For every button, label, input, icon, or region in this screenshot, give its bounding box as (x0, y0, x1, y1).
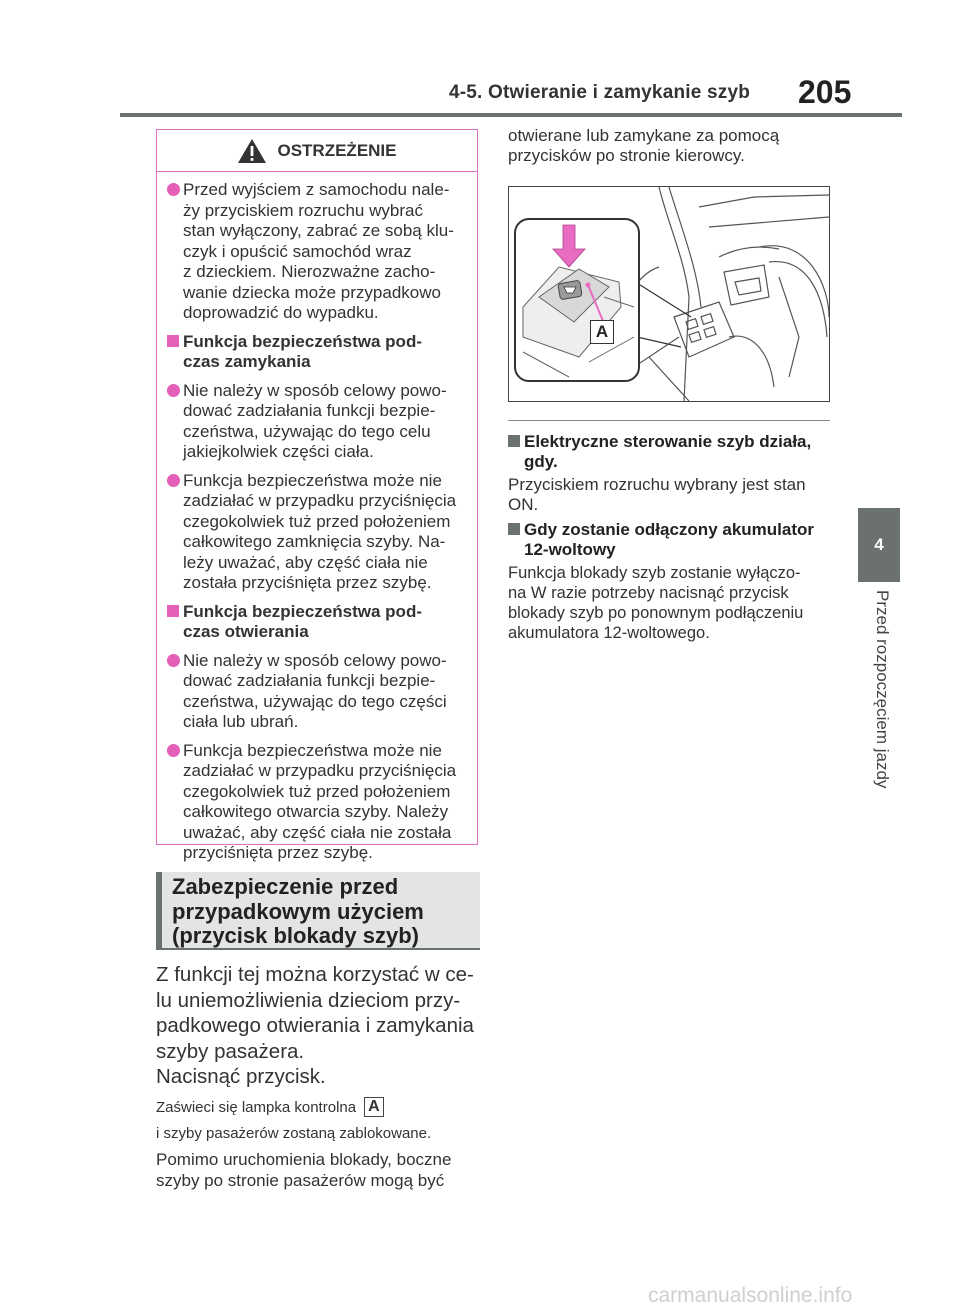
continuation-paragraph-right (508, 126, 779, 166)
note-text: Zaświeci się lampka kontrolna (156, 1099, 357, 1116)
warning-subheading (167, 602, 471, 643)
text-line: ON. (508, 495, 539, 514)
text-line: Z funkcji tej można korzystać w ce- (156, 963, 474, 986)
car-interior-drawing (509, 187, 829, 401)
text-line: czas zamykania (183, 352, 311, 371)
text-line: Przed wyjściem z samochodu nale- (183, 180, 450, 199)
text-line: ży przyciskiem rozruchu wybrać (183, 200, 423, 220)
text-line: doprowadzić do wypadku. (183, 303, 379, 322)
text-line: gdy. (524, 452, 558, 471)
text-line: czas otwierania (183, 622, 309, 641)
page-number: 205 (798, 74, 852, 110)
square-bullet-icon (508, 435, 520, 447)
section-heading-line: (przycisk blokady szyb) (172, 923, 419, 948)
section-title: 4-5. Otwieranie i zamykanie szyb (449, 82, 751, 103)
label-a: A (364, 1097, 384, 1117)
text-line: zadziałać w przypadku przyciśnięcia (183, 491, 457, 510)
text-line: czyk i opuścić samochód wraz (183, 241, 412, 261)
header-rule (120, 113, 902, 117)
text-line: padkowego otwierania i zamykania (156, 1014, 474, 1037)
text-line: czeństwa, używając do tego celu (183, 421, 431, 441)
chapter-tab: 4 (858, 508, 900, 582)
figure-divider (508, 420, 830, 421)
square-bullet-icon (167, 335, 179, 347)
text-line: akumulatora 12-woltowego. (508, 624, 710, 642)
text-line: przyciśnięta przez szybę. (183, 843, 373, 862)
section-heading-line: przypadkowym użyciem (172, 898, 424, 924)
text-line: szyby pasażera. (156, 1039, 305, 1063)
warning-title: OSTRZEŻENIE (277, 140, 397, 160)
text-line: na W razie potrzeby nacisnąć przycisk (508, 584, 789, 602)
text-line: lu uniemożliwienia dzieciom przy- (156, 988, 461, 1012)
section-heading-line: Zabezpieczenie przed (172, 874, 399, 899)
warning-item (167, 180, 471, 324)
subheading-power-windows (508, 432, 846, 472)
text-line: czegokolwiek tuż przed położeniem (183, 781, 451, 801)
warning-triangle-icon (237, 138, 267, 164)
note-line (156, 1097, 384, 1118)
square-bullet-icon (508, 523, 520, 535)
text-line: Przyciskiem rozruchu wybrany jest stan (508, 475, 806, 494)
battery-text (508, 563, 803, 643)
text-line: Gdy zostanie odłączony akumulator (524, 520, 815, 539)
continuation-paragraph (156, 1150, 486, 1191)
chapter-label: Przed rozpoczęciem jazdy (873, 590, 892, 789)
text-line: Funkcja bezpieczeństwa pod- (183, 601, 422, 621)
section-heading (156, 872, 480, 950)
warning-item (167, 381, 471, 463)
text-line: Funkcja bezpieczeństwa może nie (183, 740, 442, 760)
round-bullet-icon (167, 474, 180, 487)
round-bullet-icon (167, 183, 180, 196)
text-line: Nie należy w sposób celowy powo- (183, 650, 447, 670)
figure-label-a: A (590, 320, 614, 344)
text-line: stan wyłączony, zabrać ze sobą klu- (183, 221, 454, 240)
text-line: Funkcja blokady szyb zostanie wyłączo- (508, 564, 801, 582)
round-bullet-icon (167, 654, 180, 667)
note-line-2: i szyby pasażerów zostaną zablokowane. (156, 1125, 432, 1142)
warning-subheading (167, 332, 471, 373)
round-bullet-icon (167, 744, 180, 757)
warning-header (157, 130, 477, 172)
text-line: Nie należy w sposób celowy powo- (183, 380, 447, 400)
warning-item (167, 741, 471, 864)
text-line: Funkcja bezpieczeństwa pod- (183, 331, 422, 351)
warning-item (167, 471, 471, 594)
intro-paragraph (156, 962, 486, 1064)
text-line: zadziałać w przypadku przyciśnięcia (183, 761, 457, 780)
text-line: z dzieckiem. Nierozważne zacho- (183, 262, 436, 281)
text-line: leży uważać, aby część ciała nie (183, 552, 428, 572)
text-line: ciała lub ubrań. (183, 712, 299, 731)
warning-body (157, 172, 477, 864)
text-line: czeństwa, używając do tego części (183, 691, 447, 711)
text-line: otwierane lub zamykane za pomocą (508, 126, 780, 145)
step-text: Nacisnąć przycisk. (156, 1065, 326, 1088)
text-line: dować zadziałania funkcji bezpie- (183, 401, 436, 420)
text-line: Funkcja bezpieczeństwa może nie (183, 470, 442, 490)
text-line: czegokolwiek tuż przed położeniem (183, 511, 451, 531)
power-windows-text (508, 475, 806, 515)
text-line: przycisków po stronie kierowcy. (508, 146, 745, 165)
watermark: carmanualsonline.info (648, 1284, 853, 1307)
text-line: całkowitego otwarcia szyby. Należy (183, 802, 449, 821)
window-lock-illustration (508, 186, 830, 402)
text-line: blokady szyb po ponownym podłączeniu (508, 604, 804, 622)
text-line: uważać, aby część ciała nie została (183, 822, 452, 842)
text-line: została przyciśnięta przez szybę. (183, 573, 432, 592)
square-bullet-icon (167, 605, 179, 617)
text-line: całkowitego zamknięcia szyby. Na- (183, 532, 446, 551)
subheading-battery (508, 520, 846, 560)
warning-box (156, 129, 478, 862)
text-line: szyby po stronie pasażerów mogą być (156, 1170, 445, 1190)
text-line: jakiejkolwiek części ciała. (183, 442, 374, 461)
text-line: 12-woltowy (524, 540, 616, 559)
text-line: Elektryczne sterowanie szyb działa, (524, 432, 812, 451)
text-line: Pomimo uruchomienia blokady, boczne (156, 1150, 452, 1169)
text-line: wanie dziecka może przypadkowo (183, 282, 441, 302)
round-bullet-icon (167, 384, 180, 397)
text-line: dować zadziałania funkcji bezpie- (183, 671, 436, 690)
warning-item (167, 651, 471, 733)
